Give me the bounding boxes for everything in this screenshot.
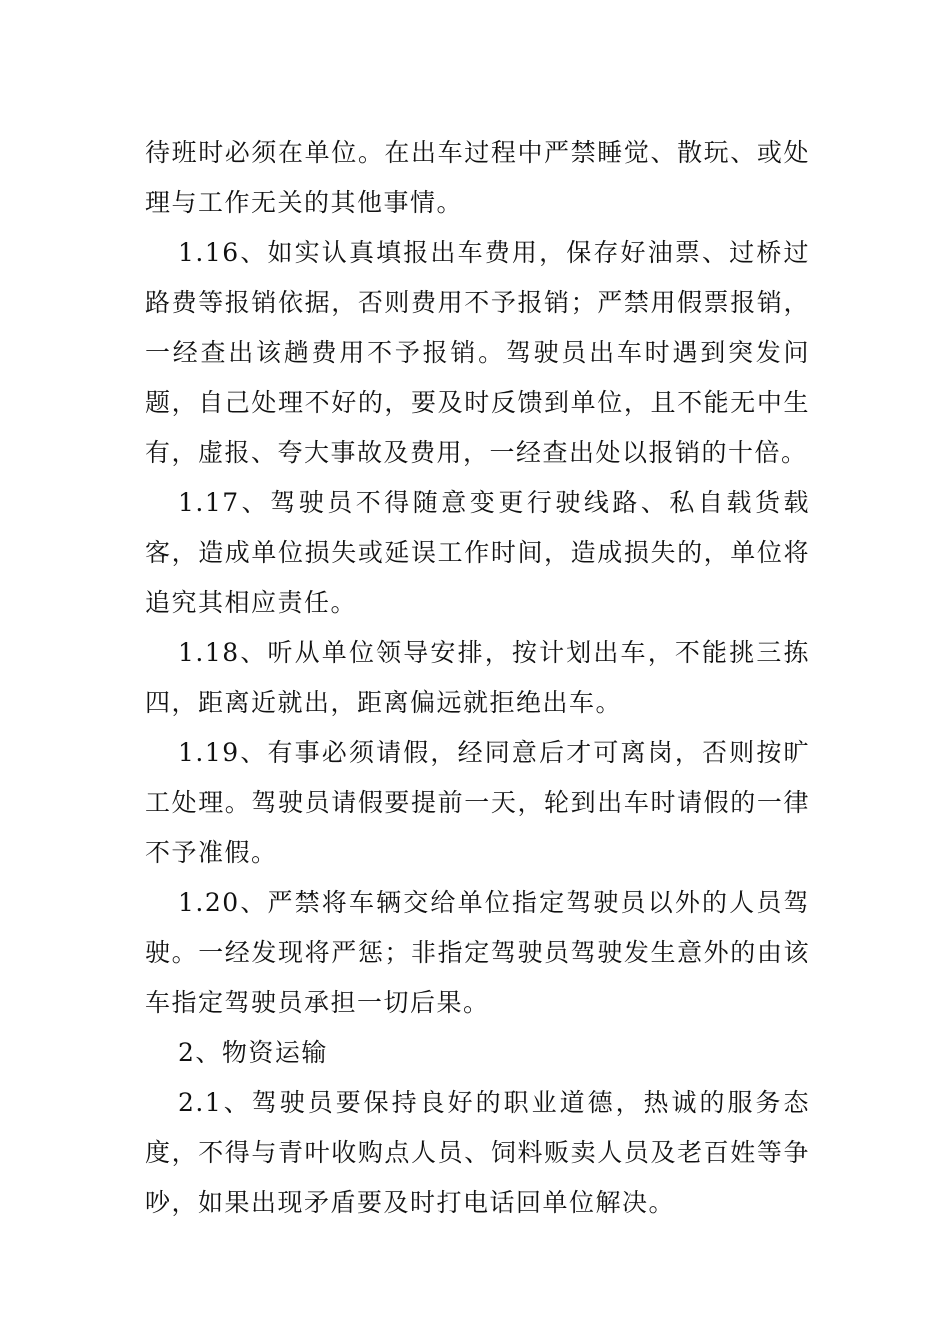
paragraph-1-19: 1.19、有事必须请假，经同意后才可离岗，否则按旷工处理。驾驶员请假要提前一天，轮到出车时请假的一律不予准假。: [145, 738, 810, 867]
paragraph-2-1: 2.1、驾驶员要保持良好的职业道德，热诚的服务态度，不得与青叶收购点人员、饲料贩卖人员及老百姓等争吵，如果出现矛盾要及时打电话回单位解决。: [145, 1088, 810, 1217]
section-heading-2: 2、物资运输: [178, 1038, 328, 1067]
paragraph-1-20: 1.20、严禁将车辆交给单位指定驾驶员以外的人员驾驶。一经发现将严惩；非指定驾驶员驾驶发生意外的由该车指定驾驶员承担一切后果。: [145, 888, 810, 1017]
document-body: [145, 128, 810, 1228]
paragraph-continuation: 待班时必须在单位。在出车过程中严禁睡觉、散玩、或处理与工作无关的其他事情。: [145, 138, 810, 217]
paragraph-1-17: 1.17、驾驶员不得随意变更行驶线路、私自载货载客，造成单位损失或延误工作时间，造成损失的，单位将追究其相应责任。: [145, 488, 810, 617]
paragraph-1-18: 1.18、听从单位领导安排，按计划出车，不能挑三拣四，距离近就出，距离偏远就拒绝出车。: [145, 638, 810, 717]
paragraph-1-16: 1.16、如实认真填报出车费用，保存好油票、过桥过路费等报销依据，否则费用不予报销；严禁用假票报销，一经查出该趟费用不予报销。驾驶员出车时遇到突发问题，自己处理不好的，要及时反馈到单位，且不能无中生有，虚报、夸大事故及费用，一经查出处以报销的十倍。: [145, 238, 810, 467]
